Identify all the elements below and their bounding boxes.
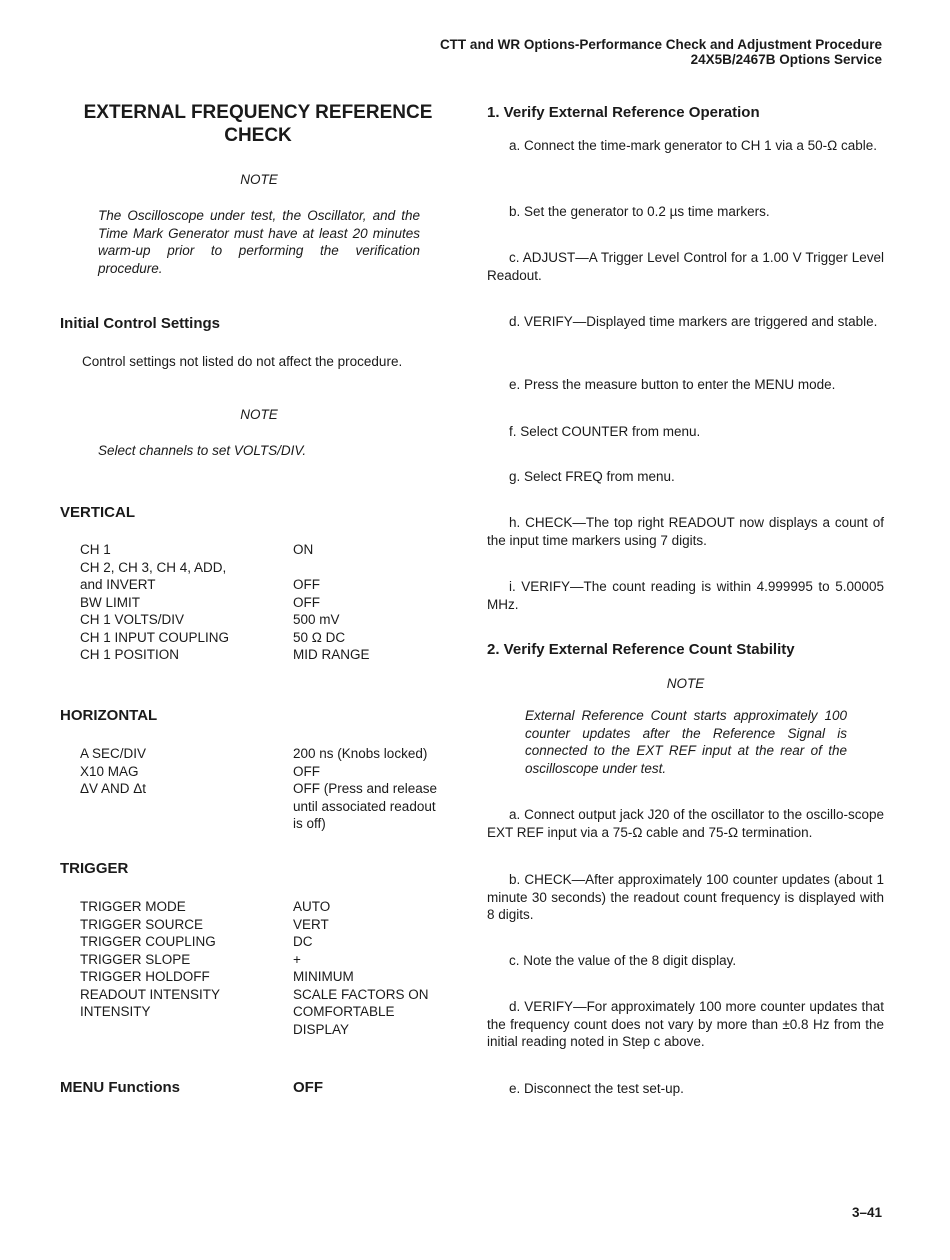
page-number: 3–41: [851, 1205, 882, 1220]
initial-settings-text: Control settings not listed do not affect the procedure.: [82, 354, 403, 369]
step-1a: a. Connect the time-mark generator to CH 1 via a 50-Ω cable.: [509, 138, 878, 153]
title-line-1: EXTERNAL FREQUENCY REFERENCE: [83, 102, 433, 123]
header-line-2: 24X5B/2467B Options Service: [690, 52, 882, 67]
step-1i: i. VERIFY—The count reading is within 4.999995 to 5.00005 MHz.: [487, 579, 884, 612]
step-1b: b. Set the generator to 0.2 µs time markers.: [509, 204, 770, 219]
trigger-heading: TRIGGER: [60, 860, 129, 877]
vertical-heading: VERTICAL: [60, 504, 135, 521]
step-1f: f. Select COUNTER from menu.: [509, 424, 701, 439]
step-1e: e. Press the measure button to enter the MENU mode.: [509, 377, 836, 392]
header-line-1: CTT and WR Options-Performance Check and Adjustment Procedure: [439, 37, 882, 52]
section-title: [78, 101, 438, 147]
note-text: Select channels to set VOLTS/DIV.: [98, 443, 307, 458]
step-2b: b. CHECK—After approximately 100 counter updates (about 1 minute 30 seconds) the readout count frequency is displayed with 8 digits.: [487, 872, 884, 922]
step-2e: e. Disconnect the test set-up.: [509, 1081, 684, 1096]
menu-functions-value: OFF: [293, 1079, 323, 1096]
note-label: NOTE: [666, 676, 705, 691]
trigger-values: AUTO VERT DC + MINIMUM SCALE FACTORS ON COMFORTABLE DISPLAY: [293, 899, 429, 1037]
step-2c: c. Note the value of the 8 digit display.: [509, 953, 737, 968]
title-line-2: CHECK: [224, 125, 292, 146]
note-text: External Reference Count starts approximately 100 counter updates after the Reference Signal is connected to the EXT REF input at the rear of the oscilloscope under test.: [525, 708, 847, 776]
horizontal-labels: A SEC/DIV X10 MAG ΔV AND Δt: [80, 746, 147, 796]
note-text: The Oscilloscope under test, the Oscillator, and the Time Mark Generator must have at least 20 minutes warm-up prior to performing the verification procedure.: [98, 208, 420, 276]
note-label: NOTE: [240, 172, 278, 187]
section-2-heading: 2. Verify External Reference Count Stability: [487, 641, 795, 658]
menu-functions-label: MENU Functions: [60, 1079, 180, 1096]
section-1-heading: 1. Verify External Reference Operation: [487, 104, 760, 121]
horizontal-heading: HORIZONTAL: [60, 707, 158, 724]
trigger-labels: TRIGGER MODE TRIGGER SOURCE TRIGGER COUPLING TRIGGER SLOPE TRIGGER HOLDOFF READOUT INTENSITY INTENSITY: [80, 899, 221, 1019]
initial-settings-heading: Initial Control Settings: [60, 315, 220, 332]
step-2d: d. VERIFY—For approximately 100 more counter updates that the frequency count does not vary by more than ±0.8 Hz from the initial reading noted in Step c above.: [487, 999, 884, 1049]
step-1g: g. Select FREQ from menu.: [509, 469, 675, 484]
vertical-values: ON OFF OFF 500 mV 50 Ω DC MID RANGE: [293, 542, 370, 662]
step-1h: h. CHECK—The top right READOUT now displays a count of the input time markers using 7 digits.: [487, 515, 884, 548]
step-1d: d. VERIFY—Displayed time markers are triggered and stable.: [509, 314, 878, 329]
step-2a: a. Connect output jack J20 of the oscillator to the oscillo-scope EXT REF input via a 75-Ω cable and 75-Ω termination.: [487, 807, 884, 840]
horizontal-values: 200 ns (Knobs locked) OFF OFF (Press and release until associated readout is off): [293, 746, 438, 831]
vertical-labels: CH 1 CH 2, CH 3, CH 4, ADD, and INVERT BW LIMIT CH 1 VOLTS/DIV CH 1 INPUT COUPLING CH 1 POSITION: [80, 542, 230, 662]
step-1c: c. ADJUST—A Trigger Level Control for a 1.00 V Trigger Level Readout.: [487, 250, 884, 283]
running-header: [440, 37, 882, 67]
note-label: NOTE: [240, 407, 278, 422]
